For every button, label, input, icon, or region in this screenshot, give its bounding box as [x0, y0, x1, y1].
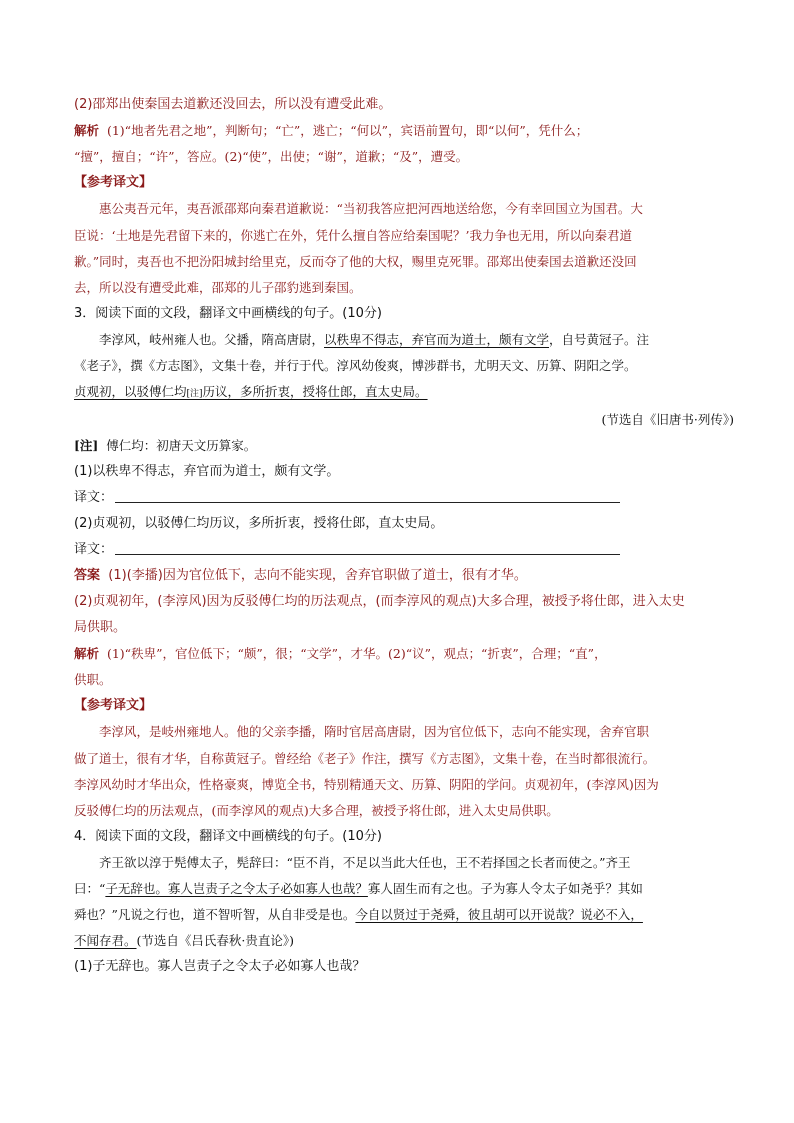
analysis-line-2: 供职。 — [74, 672, 112, 687]
underlined-sentence: 以秩卑不得志，弃官而为道士，颇有文学 — [324, 331, 550, 347]
passage-text: 寡人固生而有之也。子为寡人令太子如尧乎？其如 — [367, 881, 643, 896]
passage-line — [74, 928, 734, 954]
reference-translation-line: 臣说：‘土地是先君留下来的，你逃亡在外，凭什么擅自答应给秦国呢？’我力争也无用，所以向秦君道 — [74, 227, 632, 243]
passage-line — [74, 876, 734, 902]
reference-translation-line: 做了道士，很有才华，自称黄冠子。曾经给《老子》作注，撰写《方志图》，文集十卷，在当时都很流行。 — [74, 750, 656, 766]
translation-label: 译文： — [74, 542, 114, 557]
translation-label: 译文： — [74, 490, 114, 505]
reference-translation-line: 惠公夷吾元年，夷吾派邵郑向秦君道歉说：“当初我答应把河西地送给您，今有幸回国立为国君。大 — [99, 201, 643, 216]
underlined-sentence: 子无辞也。寡人岂责子之令太子必如寡人也哉？ — [105, 881, 368, 896]
translation-blank[interactable] — [115, 488, 620, 503]
sentence-1: (1)子无辞也。寡人岂责子之令太子必如寡人也哉？ — [74, 959, 366, 974]
passage-text: 李淳风，岐州雍人也。父播，隋高唐尉， — [99, 331, 325, 347]
reference-translation-line: 李淳风幼时才华出众，性格豪爽，博览全书，特别精通天文、历算、阴阳的学问。贞观初年，(李淳风)因为 — [74, 776, 659, 792]
footnote-marker: [注] — [186, 389, 203, 399]
analysis-line-2: “擅”，擅自；“许”，答应。(2)“使”，出使；“谢”，道歉；“及”，遭受。 — [74, 149, 469, 164]
passage-text: 舜也？”凡说之行也，道不智听智，从自非受是也。 — [74, 907, 356, 922]
passage-text: ，自号黄冠子。注 — [549, 331, 650, 347]
passage-line — [74, 327, 734, 354]
sentence-2: (2)贞观初，以驳傅仁均历议，多所折衷，授将仕郎，直太史局。 — [74, 516, 444, 531]
analysis-label: 解析 — [74, 123, 100, 138]
answer-continuation: (2)邵郑出使秦国去道歉还没回去，所以没有遭受此难。 — [74, 97, 392, 112]
reference-translation-title: 【参考译文】 — [74, 175, 153, 190]
sentence-1: (1)以秩卑不得志，弃官而为道士，颇有文学。 — [74, 464, 340, 479]
passage-line — [74, 902, 734, 928]
underlined-sentence: 今自以贤过于尧舜，彼且胡可以开说哉？说必不入， — [355, 907, 643, 922]
answer-line-1 — [74, 563, 734, 589]
document-page — [74, 92, 734, 980]
answer-line-3: 局供职。 — [74, 620, 127, 635]
reference-translation-line: 去，所以没有遭受此难，邵郑的儿子邵豹逃到秦国。 — [74, 279, 362, 295]
source-citation: (节选自《旧唐书·列传》) — [601, 412, 734, 427]
footnote-text: 傅仁均：初唐天文历算家。 — [106, 438, 257, 453]
passage-line — [74, 379, 734, 407]
analysis-text: (1)“秩卑”，官位低下；“颇”，很；“文学”，才华。(2)“议”，观点；“折衷”，合理；“直”， — [106, 646, 607, 661]
footnote — [74, 433, 734, 459]
passage-text: 曰：“ — [74, 881, 106, 896]
underlined-sentence: 不闻存君。 — [74, 933, 137, 948]
analysis-text: (1)“地者先君之地”，判断句；“亡”，逃亡；“何以”，宾语前置句，即“以何”，凭什么； — [106, 123, 589, 138]
reference-translation-line: 李淳风，是岐州雍地人。他的父亲李播，隋时官居高唐尉，因为官位低下，志向不能实现，舍弃官职 — [99, 724, 650, 739]
reference-translation-line: 反驳傅仁均的历法观点，(而李淳风的观点)大多合理，被授予将仕郎，进入太史局供职。 — [74, 802, 559, 818]
passage-line: 齐王欲以淳于髡傅太子，髡辞曰：“臣不肖，不足以当此大任也，王不若择国之长者而使之。”齐王 — [99, 854, 631, 870]
footnote-label: [注] — [74, 438, 99, 453]
answer-line-2: (2)贞观初年，(李淳风)因为反驳傅仁均的历法观点，(而李淳风的观点)大多合理，被授予将仕郎，进入太史 — [74, 594, 685, 609]
analysis-label: 解析 — [74, 646, 100, 661]
reference-translation-line: 歉。”同时，夷吾也不把汾阳城封给里克，反而夺了他的大权，赐里克死罪。邵郑出使秦国去道歉还没回 — [74, 253, 637, 269]
passage-line: 《老子》，撰《方志图》，文集十卷，并行于代。淳风幼俊爽，博涉群书，尤明天文、历算、阴阳之学。 — [74, 358, 637, 373]
question-3-heading: 3．阅读下面的文段，翻译文中画横线的句子。(10分) — [74, 305, 382, 321]
underlined-sentence: 历议，多所折衷，授将仕郎，直太史局。 — [202, 384, 428, 399]
translation-blank[interactable] — [115, 540, 620, 555]
translation-blank-row — [74, 485, 734, 511]
analysis-line-1 — [74, 641, 734, 667]
question-4-heading: 4．阅读下面的文段，翻译文中画横线的句子。(10分) — [74, 828, 382, 844]
analysis-line-1 — [74, 118, 734, 144]
underlined-sentence: 贞观初，以驳傅仁均 — [74, 384, 187, 399]
answer-text: (1)(李播)因为官位低下，志向不能实现，舍弃官职做了道士，很有才华。 — [108, 568, 527, 583]
translation-blank-row — [74, 537, 734, 563]
reference-translation-title: 【参考译文】 — [74, 698, 153, 713]
source-citation: (节选自《吕氏春秋·贵直论》) — [136, 933, 294, 948]
answer-label: 答案 — [74, 568, 101, 583]
